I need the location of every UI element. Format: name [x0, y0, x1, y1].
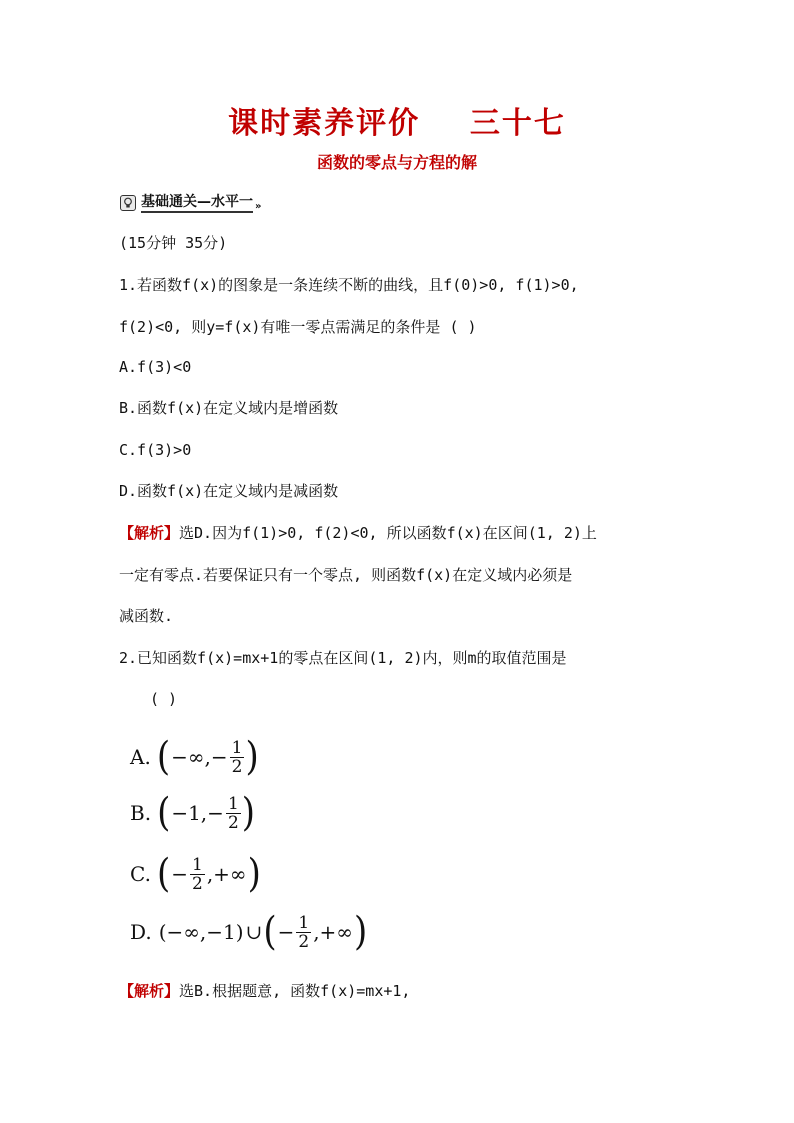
frac-den: 2 — [191, 873, 203, 894]
paren-open: ( — [156, 734, 171, 780]
paren-open: ( — [157, 790, 171, 836]
paren-open: ( — [156, 851, 171, 897]
option-d-right: ,+∞ — [313, 920, 353, 944]
q1-option-d: D.函数f(x)在定义域内是减函数 — [119, 482, 339, 500]
fraction — [226, 795, 241, 832]
option-c-left: − — [171, 862, 188, 886]
option-a-left: −∞,− — [171, 745, 228, 769]
option-d-part1: (−∞,−1) — [158, 920, 244, 944]
paren-close: ) — [245, 734, 259, 780]
q2-stem-line2: ( ) — [150, 690, 178, 708]
fraction — [230, 739, 245, 776]
paren-close: ) — [247, 851, 261, 897]
page-title: 课时素养评价 三十七 — [228, 106, 566, 141]
q2-option-b — [130, 791, 255, 835]
frac-num: 1 — [227, 793, 239, 814]
q1-analysis-line1 — [119, 523, 597, 543]
section-label: 基础通关—水平一 — [141, 194, 253, 213]
frac-num: 1 — [231, 737, 243, 758]
analysis-tag: 【解析】 — [119, 982, 180, 1000]
option-d-left: − — [277, 920, 295, 944]
fraction — [190, 856, 205, 893]
paren-open: ( — [263, 909, 277, 955]
option-c-right: ,+∞ — [206, 862, 247, 886]
section-arrow: » — [255, 200, 262, 212]
q1-stem-line1: 1.若函数f(x)的图象是一条连续不断的曲线，且f(0)>0, f(1)>0, — [119, 276, 579, 294]
q2-option-a — [130, 735, 259, 779]
fraction — [296, 914, 311, 951]
union-symbol: ∪ — [245, 920, 263, 944]
q1-option-c: C.f(3)>0 — [119, 441, 192, 459]
q2-analysis-text: 选B.根据题意, 函数f(x)=mx+1, — [179, 982, 411, 1000]
frac-num: 1 — [191, 854, 203, 875]
q2-option-d — [130, 910, 367, 954]
q1-analysis-text: 选D.因为f(1)>0, f(2)<0, 所以函数f(x)在区间(1, 2)上 — [179, 524, 597, 542]
analysis-tag: 【解析】 — [119, 524, 180, 542]
q1-stem-line2: f(2)<0, 则y=f(x)有唯一零点需满足的条件是 ( ) — [119, 318, 477, 336]
paren-close: ) — [353, 909, 368, 955]
frac-den: 2 — [298, 931, 310, 952]
paren-close: ) — [241, 790, 256, 836]
frac-den: 2 — [227, 812, 239, 833]
page-subtitle: 函数的零点与方程的解 — [316, 153, 477, 172]
q1-option-b: B.函数f(x)在定义域内是增函数 — [119, 399, 339, 417]
option-b-left: −1,− — [171, 801, 224, 825]
frac-den: 2 — [231, 756, 243, 777]
q2-analysis-line1 — [119, 981, 410, 1001]
q2-stem-line1: 2.已知函数f(x)=mx+1的零点在区间(1, 2)内，则m的取值范围是 — [119, 649, 567, 667]
frac-num: 1 — [298, 912, 310, 933]
option-d-label: D. — [130, 920, 152, 944]
q1-analysis-line3: 减函数. — [119, 607, 174, 625]
option-a-label: A. — [130, 745, 151, 769]
q2-option-c — [130, 852, 261, 896]
lightbulb-icon — [120, 195, 136, 211]
time-note: (15分钟 35分) — [119, 234, 228, 252]
q1-option-a: A.f(3)<0 — [119, 358, 192, 376]
section-header — [120, 193, 261, 213]
option-b-label: B. — [130, 801, 152, 825]
q1-analysis-line2: 一定有零点.若要保证只有一个零点, 则函数f(x)在定义域内必须是 — [119, 566, 573, 584]
option-c-label: C. — [130, 862, 151, 886]
